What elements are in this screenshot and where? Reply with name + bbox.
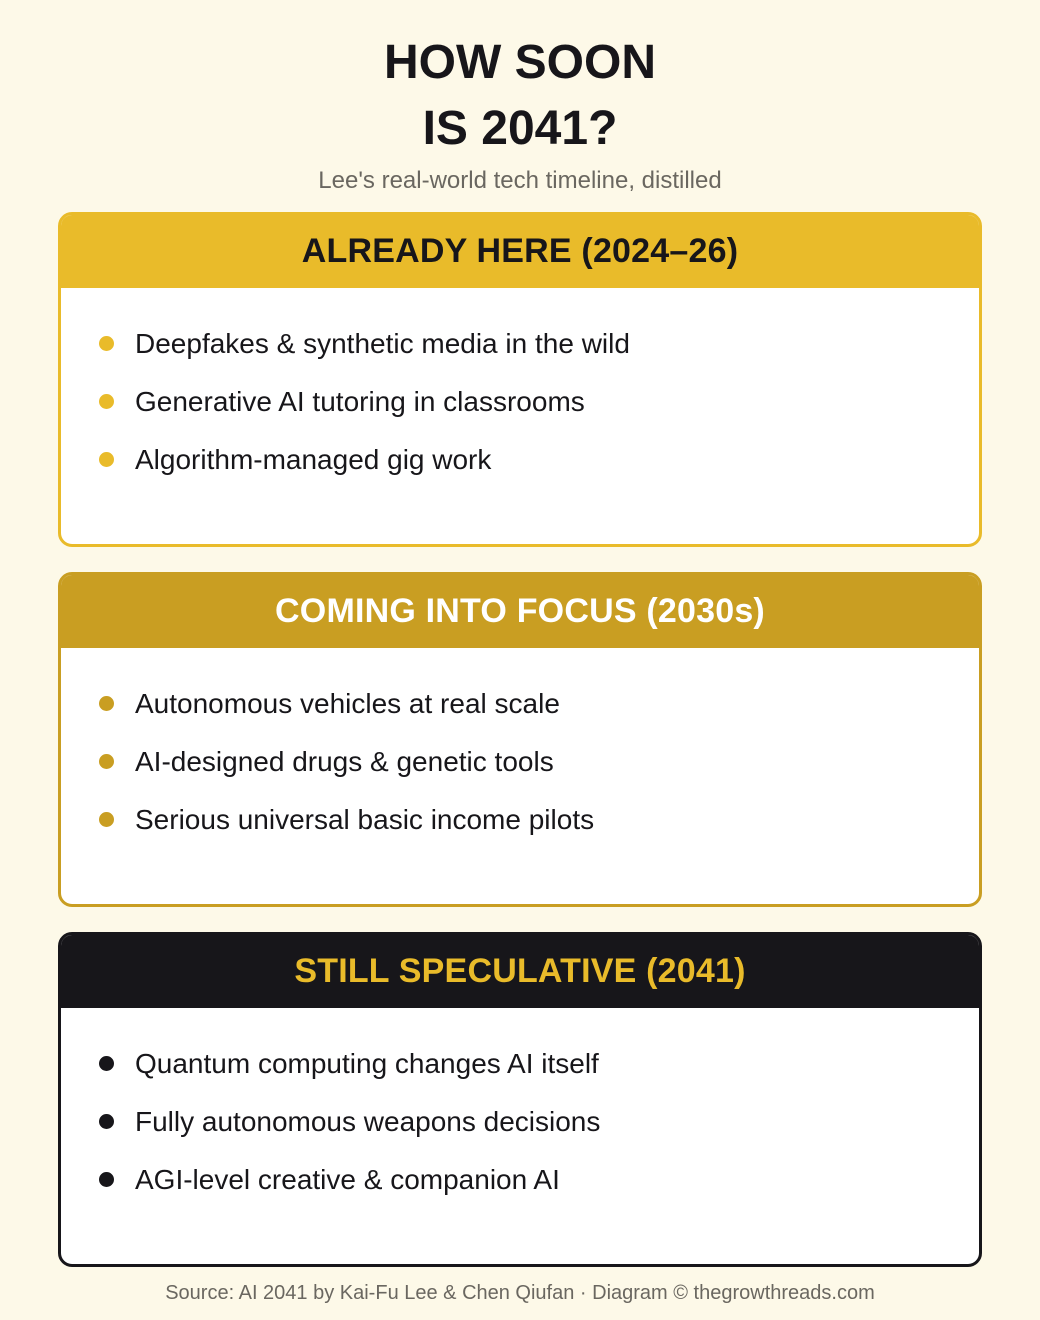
bullet-dot-icon [99,754,114,769]
list-item [61,1151,979,1209]
bullet-dot-icon [99,394,114,409]
item-list [61,648,979,849]
item-list [61,288,979,489]
section-heading: ALREADY HERE (2024–26) [61,215,979,288]
title-line-2: IS 2041? [422,102,618,155]
bullet-dot-icon [99,696,114,711]
list-item [61,791,979,849]
bullet-dot-icon [99,1172,114,1187]
bullet-dot-icon [99,1114,114,1129]
section-already-here [58,212,982,547]
list-item [61,733,979,791]
list-item [61,431,979,489]
item-text: AGI-level creative & companion AI [135,1164,560,1195]
item-text: Fully autonomous weapons decisions [135,1106,601,1137]
item-text: Generative AI tutoring in classrooms [135,386,585,417]
section-coming-into-focus [58,572,982,907]
item-text: Quantum computing changes AI itself [135,1048,599,1079]
item-text: Algorithm-managed gig work [135,444,492,475]
list-item [61,373,979,431]
bullet-dot-icon [99,812,114,827]
item-list [61,1008,979,1209]
section-heading: STILL SPECULATIVE (2041) [61,935,979,1008]
list-item [61,1093,979,1151]
list-item [61,675,979,733]
source-footer: Source: AI 2041 by Kai-Fu Lee & Chen Qiufan · Diagram © thegrowthreads.com [165,1282,875,1304]
bullet-dot-icon [99,1056,114,1071]
bullet-dot-icon [99,452,114,467]
subtitle: Lee's real-world tech timeline, distilled [318,167,722,194]
list-item [61,315,979,373]
list-item [61,1035,979,1093]
section-still-speculative [58,932,982,1267]
title-line-1: HOW SOON [384,36,656,89]
bullet-dot-icon [99,336,114,351]
section-heading: COMING INTO FOCUS (2030s) [61,575,979,648]
item-text: AI-designed drugs & genetic tools [135,746,554,777]
item-text: Deepfakes & synthetic media in the wild [135,328,630,359]
item-text: Autonomous vehicles at real scale [135,688,560,719]
item-text: Serious universal basic income pilots [135,804,595,835]
